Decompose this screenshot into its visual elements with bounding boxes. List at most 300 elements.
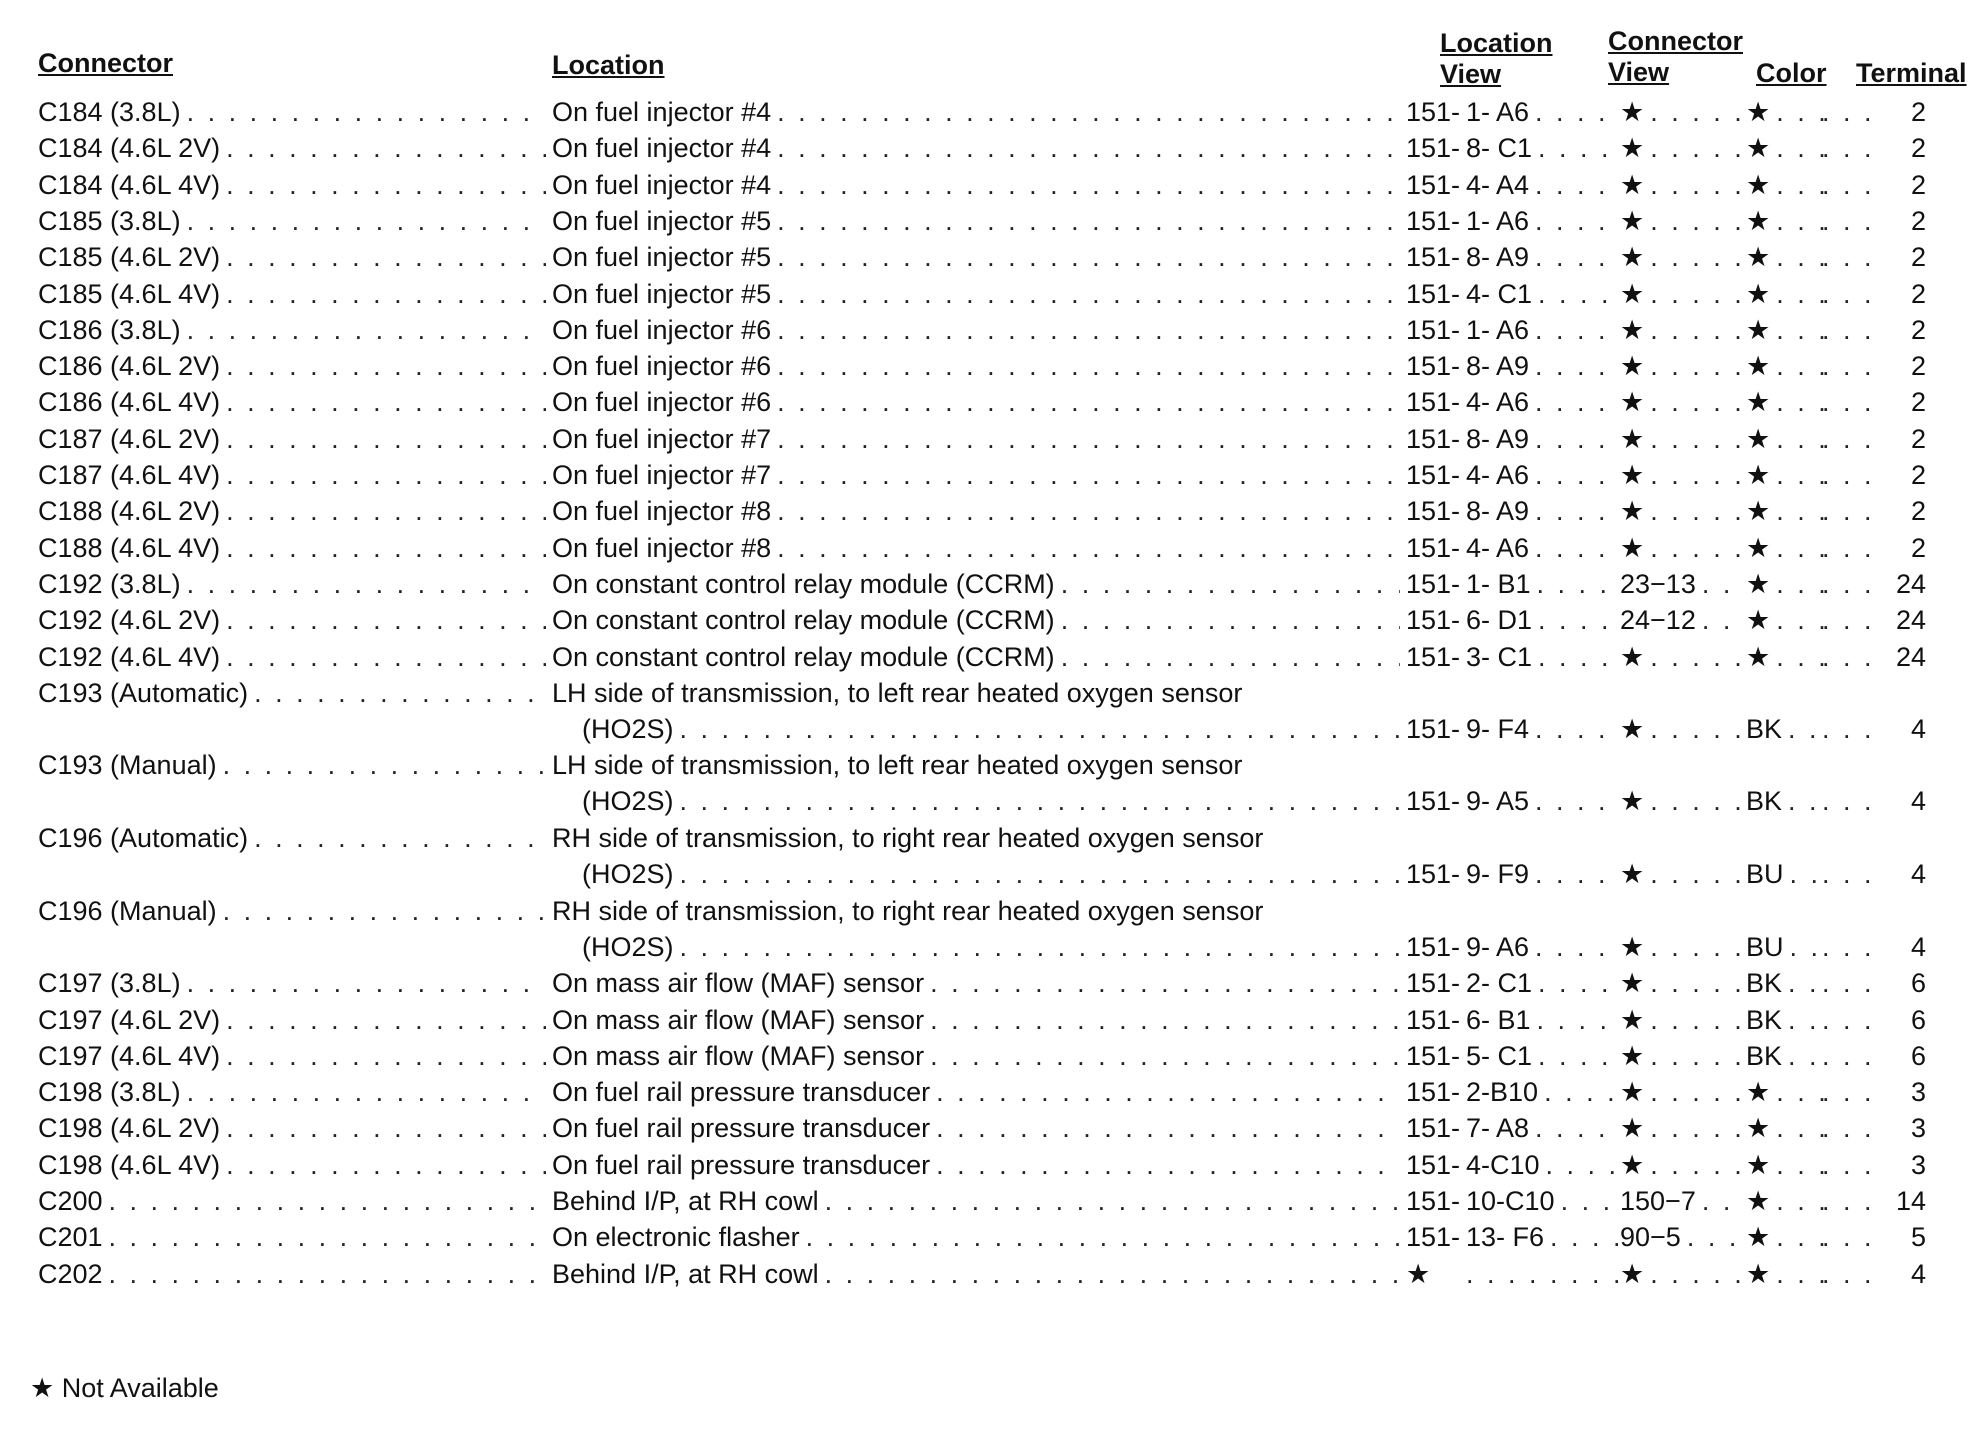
table-row [0,893,1988,965]
table-row [0,566,1988,602]
color-cell [1746,711,1824,747]
color-cell-text: ★ [1746,1147,1776,1183]
connector-cell [38,1256,546,1292]
connector-view-cell [1620,783,1752,819]
location-cell-line2 [582,929,1400,965]
dot-leader [1061,602,1400,638]
connector-view-cell-text: ★ [1620,1147,1650,1183]
table-row [0,1074,1988,1110]
location-cell-text: Behind I/P, at RH cowl [552,1256,825,1292]
location-view-grid-text: 8- C1 [1466,130,1538,166]
color-cell-text: ★ [1746,276,1776,312]
connector-view-cell [1620,929,1752,965]
dot-leader [1535,457,1628,493]
dot-leader [1822,965,1886,1001]
dot-leader [254,675,546,711]
table-row [0,94,1988,130]
location-cell-line1: LH side of transmission, to left rear heated oxygen sensor [552,677,1243,708]
dot-leader [109,1219,546,1255]
connector-cell-text: C184 (4.6L 2V) [38,130,226,166]
table-row [0,1110,1988,1146]
table-row [0,493,1988,529]
connector-view-cell [1620,130,1752,166]
location-view-grid-text: 5- C1 [1466,1038,1538,1074]
dot-leader [1822,1256,1886,1292]
dot-leader [777,203,1400,239]
location-view-grid-text: 3- C1 [1466,639,1538,675]
color-cell-text: BK [1746,1002,1788,1038]
connector-view-cell-text: ★ [1620,421,1650,457]
terminal-cell [1822,348,1926,384]
dot-leader [1650,1256,1752,1292]
color-cell [1746,421,1824,457]
terminal-text: 2 [1886,312,1926,348]
dot-leader [1535,348,1628,384]
terminal-text: 2 [1886,493,1926,529]
dot-leader [187,1074,546,1110]
color-cell-text: ★ [1746,1183,1776,1219]
connector-view-cell-text: ★ [1620,384,1650,420]
color-cell [1746,348,1824,384]
location-view-grid [1466,711,1628,747]
dot-leader [1650,167,1752,203]
dot-leader [1650,1074,1752,1110]
connector-cell-text: C196 (Automatic) [38,820,254,856]
dot-leader [1822,94,1886,130]
dot-leader [777,167,1400,203]
header-location-view [1440,28,1553,90]
dot-leader [1650,421,1752,457]
dot-leader [1776,203,1824,239]
location-view-grid-text: 7- A8 [1466,1110,1535,1146]
dot-leader [1650,94,1752,130]
location-view-grid [1466,457,1628,493]
connector-view-cell [1620,384,1752,420]
connector-view-cell [1620,965,1752,1001]
connector-cell-text: C186 (4.6L 4V) [38,384,226,420]
location-view-grid [1466,1002,1628,1038]
connector-view-cell-text: ★ [1620,348,1650,384]
dot-leader [1822,239,1886,275]
connector-view-cell-text: ★ [1620,711,1650,747]
location-view-grid [1466,130,1628,166]
connector-cell [38,639,546,675]
dot-leader [1822,602,1886,638]
terminal-text: 24 [1886,566,1926,602]
color-cell [1746,965,1824,1001]
header-connector-view [1608,26,1743,88]
location-cell-line2 [582,856,1400,892]
location-cell-line2 [582,711,1400,747]
terminal-text: 6 [1886,1038,1926,1074]
dot-leader [1538,130,1628,166]
connector-cell-text: C185 (4.6L 4V) [38,276,226,312]
dot-leader [1650,639,1752,675]
dot-leader [1822,130,1886,166]
location-cell [552,239,1400,275]
dot-leader [109,1183,546,1219]
terminal-cell [1822,94,1926,130]
location-cell-text: On fuel injector #6 [552,348,777,384]
location-cell [552,276,1400,312]
dot-leader [109,1256,546,1292]
terminal-text: 2 [1886,276,1926,312]
location-view-grid [1466,94,1628,130]
dot-leader [1538,602,1628,638]
table-row [0,312,1988,348]
location-view-grid [1466,639,1628,675]
connector-view-cell-text: ★ [1620,457,1650,493]
header-location: Location [552,50,665,80]
connector-view-cell [1620,312,1752,348]
dot-leader [1788,783,1824,819]
location-view-grid-text: 9- A5 [1466,783,1535,819]
dot-leader [226,1110,546,1146]
connector-cell [38,1002,546,1038]
location-cell [552,167,1400,203]
header-connector-view-line1: Connector [1608,26,1743,56]
location-cell [552,965,1400,1001]
location-cell-line1: RH side of transmission, to right rear heated oxygen sensor [552,823,1264,853]
connector-cell-text: C198 (3.8L) [38,1074,187,1110]
connector-cell [38,312,546,348]
dot-leader [1776,639,1824,675]
terminal-text: 4 [1886,711,1926,747]
dot-leader [1776,384,1824,420]
dot-leader [1466,1256,1628,1292]
terminal-cell [1822,239,1926,275]
connector-view-cell [1620,1074,1752,1110]
location-view-grid-text: 4-C10 [1466,1147,1546,1183]
dot-leader [226,530,546,566]
dot-leader [1061,566,1400,602]
connector-view-cell [1620,1256,1752,1292]
dot-leader [1537,566,1628,602]
dot-leader [777,457,1400,493]
dot-leader [1650,348,1752,384]
terminal-cell [1822,711,1926,747]
dot-leader [1822,457,1886,493]
terminal-text: 4 [1886,1256,1926,1292]
dot-leader [1776,1110,1824,1146]
terminal-cell [1822,1002,1926,1038]
connector-cell [38,1183,546,1219]
terminal-text: 2 [1886,348,1926,384]
connector-view-cell-text: ★ [1620,1038,1650,1074]
connector-cell [38,1074,546,1110]
location-cell-text: On fuel injector #4 [552,167,777,203]
location-view-grid-text: 4- A6 [1466,384,1535,420]
location-view-grid [1466,239,1628,275]
dot-leader [1535,384,1628,420]
connector-cell [38,203,546,239]
terminal-cell [1822,639,1926,675]
dot-leader [1788,711,1824,747]
dot-leader [1650,493,1752,529]
dot-leader [1538,639,1628,675]
connector-cell [38,893,546,929]
location-view-page: 151- [1406,968,1461,999]
dot-leader [226,493,546,529]
connector-view-cell [1620,856,1752,892]
terminal-cell [1822,783,1926,819]
color-cell [1746,203,1824,239]
table-row [0,747,1988,819]
dot-leader [226,457,546,493]
location-view-page: 151- [1406,1186,1461,1216]
location-cell-text: On electronic flasher [552,1219,806,1255]
connector-view-cell [1620,1110,1752,1146]
table-row [0,167,1988,203]
location-view-grid-text: 8- A9 [1466,421,1535,457]
color-cell [1746,312,1824,348]
location-view-page: 151- [1406,205,1461,236]
location-view-grid [1466,348,1628,384]
location-view-page: 151- [1406,1149,1461,1180]
color-cell-text: ★ [1746,130,1776,166]
color-cell [1746,1219,1824,1255]
dot-leader [1650,530,1752,566]
terminal-cell [1822,493,1926,529]
location-cell [552,566,1400,602]
terminal-text: 2 [1886,167,1926,203]
table-row [0,348,1988,384]
dot-leader [1788,1038,1824,1074]
connector-cell [38,566,546,602]
dot-leader [1776,1074,1824,1110]
dot-leader [1822,1110,1886,1146]
location-cell-text: On fuel injector #6 [552,312,777,348]
connector-view-cell-text: ★ [1620,1110,1650,1146]
location-cell-text: On mass air flow (MAF) sensor [552,1002,930,1038]
terminal-cell [1822,1219,1926,1255]
location-view-grid [1466,493,1628,529]
connector-view-cell [1620,566,1752,602]
connector-view-cell-text: 23−13 [1620,566,1702,602]
terminal-text: 4 [1886,783,1926,819]
color-cell-text: ★ [1746,348,1776,384]
dot-leader [1538,965,1628,1001]
color-cell [1746,566,1824,602]
dot-leader [1650,783,1752,819]
connector-cell [38,1219,546,1255]
table-row [0,421,1988,457]
terminal-text: 5 [1886,1219,1926,1255]
location-cell [552,421,1400,457]
location-view-grid [1466,602,1628,638]
location-view-grid [1466,1074,1628,1110]
terminal-text: 3 [1886,1110,1926,1146]
dot-leader [680,929,1400,965]
location-cell [552,312,1400,348]
terminal-cell [1822,1074,1926,1110]
location-view-grid [1466,530,1628,566]
location-cell [552,348,1400,384]
location-view-grid [1466,856,1628,892]
connector-view-cell-text: ★ [1620,1002,1650,1038]
table-row [0,1038,1988,1074]
dot-leader [777,348,1400,384]
dot-leader [226,602,546,638]
location-view-page: ★ [1406,1258,1431,1289]
color-cell-text: ★ [1746,167,1776,203]
connector-cell [38,239,546,275]
connector-view-cell-text: 24−12 [1620,602,1702,638]
location-cell [552,1002,1400,1038]
location-cell-line2-text: (HO2S) [582,783,680,819]
terminal-cell [1822,1110,1926,1146]
location-cell-text: On fuel injector #5 [552,239,777,275]
connector-cell [38,820,546,856]
header-location-view-line1: Location [1440,28,1553,58]
location-cell-text: On fuel injector #8 [552,493,777,529]
dot-leader [1776,312,1824,348]
location-cell [552,1074,1400,1110]
connector-view-cell [1620,493,1752,529]
table-row [0,820,1988,892]
dot-leader [936,1074,1400,1110]
color-cell-text: ★ [1746,1219,1776,1255]
location-view-grid [1466,276,1628,312]
location-view-grid [1466,312,1628,348]
connector-view-cell-text: ★ [1620,639,1650,675]
location-view-page: 151- [1406,1004,1461,1035]
connector-cell [38,457,546,493]
table-row [0,130,1988,166]
location-view-grid-text: 1- A6 [1466,312,1535,348]
dot-leader [1650,711,1752,747]
terminal-cell [1822,1038,1926,1074]
dot-leader [1788,1002,1824,1038]
location-view-page: 151- [1406,351,1461,382]
connector-view-cell [1620,203,1752,239]
dot-leader [1776,1219,1824,1255]
location-cell [552,130,1400,166]
terminal-cell [1822,566,1926,602]
connector-cell-text: C197 (3.8L) [38,965,187,1001]
dot-leader [1650,203,1752,239]
dot-leader [187,94,546,130]
dot-leader [1822,1183,1886,1219]
footnote-not-available: ★ Not Available [30,1373,219,1403]
color-cell [1746,1110,1824,1146]
terminal-cell [1822,276,1926,312]
location-cell [552,203,1400,239]
location-view-page: 151- [1406,641,1461,672]
dot-leader [1822,203,1886,239]
dot-leader [777,130,1400,166]
terminal-text: 2 [1886,421,1926,457]
dot-leader [1650,1147,1752,1183]
dot-leader [1822,167,1886,203]
connector-view-cell-text: ★ [1620,276,1650,312]
terminal-cell [1822,929,1926,965]
location-cell-text: On fuel injector #8 [552,530,777,566]
dot-leader [1535,239,1628,275]
dot-leader [1776,276,1824,312]
terminal-text: 3 [1886,1147,1926,1183]
dot-leader [1790,856,1824,892]
terminal-text: 24 [1886,639,1926,675]
location-view-grid-text: 9- A6 [1466,929,1535,965]
dot-leader [226,239,546,275]
dot-leader [930,1038,1400,1074]
location-view-grid-text: 8- A9 [1466,493,1535,529]
dot-leader [1535,929,1628,965]
location-view-grid-text: 2-B10 [1466,1074,1544,1110]
terminal-text: 24 [1886,602,1926,638]
color-cell [1746,1074,1824,1110]
color-cell-text: BK [1746,1038,1788,1074]
location-view-page: 151- [1406,133,1461,164]
color-cell-text: ★ [1746,1110,1776,1146]
table-row [0,1002,1988,1038]
color-cell-text: ★ [1746,1256,1776,1292]
dot-leader [1822,312,1886,348]
dot-leader [1650,856,1752,892]
connector-view-cell [1620,711,1752,747]
dot-leader [777,384,1400,420]
location-cell-line2-text: (HO2S) [582,856,680,892]
location-view-grid-text: 4- C1 [1466,276,1538,312]
dot-leader [1822,783,1886,819]
connector-cell-text: C188 (4.6L 4V) [38,530,226,566]
color-cell-text: ★ [1746,493,1776,529]
color-cell-text: ★ [1746,639,1776,675]
dot-leader [1822,1147,1886,1183]
color-cell-text: ★ [1746,530,1776,566]
location-view-grid [1466,1147,1628,1183]
location-cell [552,1256,1400,1292]
connector-cell [38,747,546,783]
location-cell [552,602,1400,638]
location-cell-text: On fuel injector #5 [552,276,777,312]
dot-leader [825,1256,1400,1292]
dot-leader [777,239,1400,275]
dot-leader [1776,167,1824,203]
location-view-page: 151- [1406,314,1461,345]
connector-view-cell-text: ★ [1620,929,1650,965]
dot-leader [1550,1219,1628,1255]
connector-cell-text: C200 [38,1183,109,1219]
connector-view-cell-text: ★ [1620,530,1650,566]
connector-cell-text: C187 (4.6L 2V) [38,421,226,457]
connector-view-cell [1620,239,1752,275]
location-view-grid [1466,384,1628,420]
table-row [0,1219,1988,1255]
table-row [0,530,1988,566]
dot-leader [1546,1147,1628,1183]
table-row [0,203,1988,239]
connector-cell-text: C198 (4.6L 4V) [38,1147,226,1183]
dot-leader [1776,566,1824,602]
dot-leader [1790,929,1824,965]
color-cell-text: BU [1746,856,1790,892]
dot-leader [1702,602,1752,638]
location-cell [552,639,1400,675]
connector-cell-text: C185 (4.6L 2V) [38,239,226,275]
location-view-page: 151- [1406,242,1461,273]
connector-cell [38,530,546,566]
table-row [0,457,1988,493]
connector-view-cell-text: ★ [1620,239,1650,275]
dot-leader [777,493,1400,529]
dot-leader [680,711,1400,747]
location-view-grid-text: 9- F9 [1466,856,1535,892]
connector-cell [38,384,546,420]
dot-leader [223,747,546,783]
connector-cell-text: C192 (4.6L 4V) [38,639,226,675]
